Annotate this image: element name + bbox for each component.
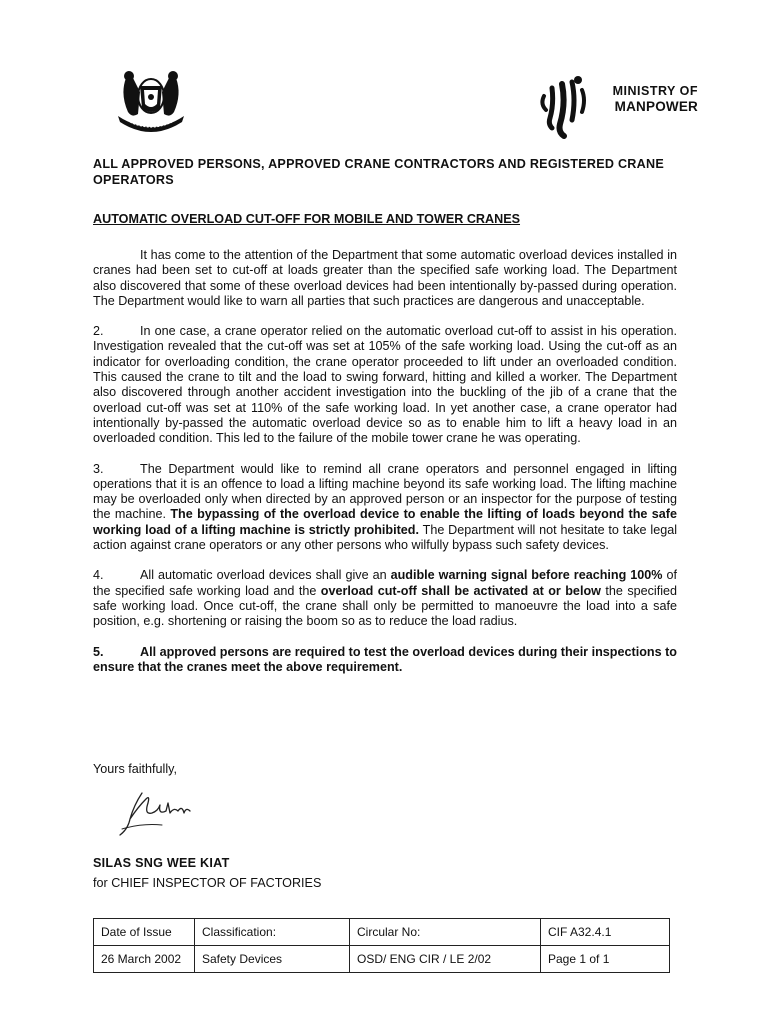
classification-label: Classification: (195, 919, 350, 946)
paragraph-4-text-a: All automatic overload devices shall give an (140, 568, 387, 583)
paragraph-4 (93, 568, 677, 629)
paragraph-4-number: 4. (93, 568, 104, 583)
paragraph-1-text: It has come to the attention of the Department that some automatic overload devices installed in cranes had been set to cut-off at loads greater than the specified safe working load. The Department also discovered that some of these overload devices had been intentionally by-passed during operation. The Department would like to warn all parties that such practices are dangerous and unacceptable. (93, 248, 677, 308)
handwritten-signature-icon (112, 785, 202, 841)
singapore-coat-of-arms-icon (110, 66, 192, 138)
date-of-issue-value: 26 March 2002 (94, 946, 195, 973)
paragraph-5 (93, 645, 677, 676)
paragraph-5-text: All approved persons are required to test the overload devices during their inspections to ensure that the cranes meet the above requirement. (93, 644, 677, 674)
signer-title: for CHIEF INSPECTOR OF FACTORIES (93, 876, 322, 890)
paragraph-4-text-c: the specified safe working load. Once cut-off, the crane shall only be permitted to manoeuvre the load into a safe position, e.g. shortening or raising the boom so as to reduce the load radius. (93, 583, 678, 629)
paragraph-2 (93, 324, 677, 446)
paragraph-1 (93, 248, 677, 309)
page-number: Page 1 of 1 (541, 946, 670, 973)
classification-value: Safety Devices (195, 946, 350, 973)
addressee: ALL APPROVED PERSONS, APPROVED CRANE CONTRACTORS AND REGISTERED CRANE OPERATORS (93, 157, 664, 187)
circular-info-table (93, 918, 670, 973)
date-of-issue-label: Date of Issue (94, 919, 195, 946)
paragraph-2-number: 2. (93, 324, 104, 339)
table-row (94, 919, 670, 946)
ministry-of-manpower-wordmark (598, 84, 698, 114)
table-row (94, 946, 670, 973)
paragraph-3 (93, 462, 677, 554)
paragraph-3-text-b: The Department will not hesitate to take legal action against crane operators or any other persons who wilfully bypass such safety devices. (93, 522, 678, 553)
closing-salutation: Yours faithfully, (93, 762, 178, 776)
letter-body (93, 248, 677, 690)
paragraph-3-text-a: The Department would like to remind all crane operators and personnel engaged in lifting operations that it is an offence to load a lifting machine beyond its safe working load. The lifting machine may be overloaded only when directed by an approved person or an inspector for the purpose of testing the machine. (93, 461, 677, 522)
ministry-of-manpower-logo-icon (538, 74, 598, 140)
subject-heading: AUTOMATIC OVERLOAD CUT-OFF FOR MOBILE AND TOWER CRANES (93, 212, 521, 226)
signer-name: SILAS SNG WEE KIAT (93, 856, 230, 870)
paragraph-4-bold-1: audible warning signal before reaching 100% (390, 568, 663, 583)
circular-no-label: Circular No: (350, 919, 541, 946)
paragraph-2-text: In one case, a crane operator relied on the automatic overload cut-off to assist in his operation. Investigation revealed that the cut-off was set at 105% of the safe working load. Using the cut-off as an indicator for overloading condition, the crane operator proceeded to lift under an overloaded condition. This caused the crane to tilt and the load to swing forward, hitting and killed a worker. The Department also discovered through another accident investigation into the buckling of the jib of a crane that the overload cut-off was set at 110% of the safe working load. In yet another case, a crane operator had intentionally by-passed the automatic overload device so as to enable him to lift a heavy load in an overloaded condition. This led to the failure of the mobile tower crane he was operating. (93, 324, 677, 446)
paragraph-3-bold: The bypassing of the overload device to enable the lifting of loads beyond the safe working load of a lifting machine is strictly prohibited. (93, 507, 677, 537)
paragraph-4-text-b: of the specified safe working load and the (93, 568, 678, 598)
circular-reference: CIF A32.4.1 (541, 919, 670, 946)
ministry-line2: MANPOWER (614, 99, 698, 114)
ministry-of-manpower-logo (538, 74, 698, 140)
paragraph-5-number: 5. (93, 644, 104, 659)
ministry-line1: MINISTRY OF (612, 84, 698, 98)
circular-no-value: OSD/ ENG CIR / LE 2/02 (350, 946, 541, 973)
paragraph-3-number: 3. (93, 461, 104, 476)
paragraph-4-bold-2: overload cut-off shall be activated at or below (320, 583, 601, 598)
